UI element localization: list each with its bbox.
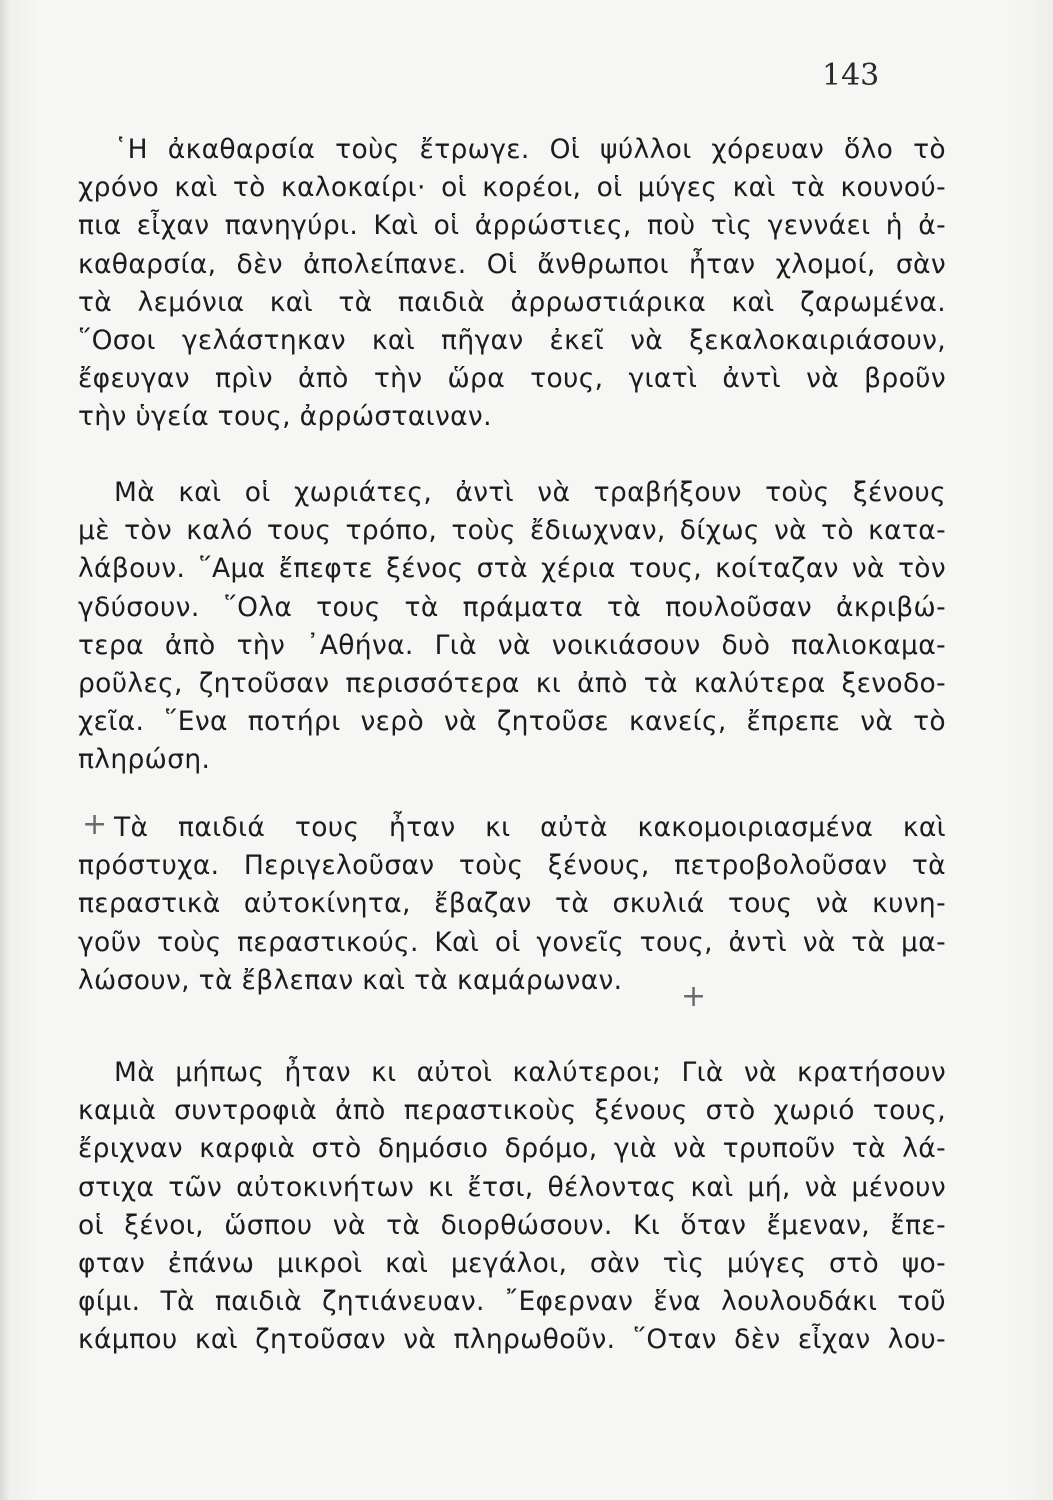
text-line: φταν ἐπάνω μικροὶ καὶ μεγάλοι, σὰν τὶς μύγες στὸ ψο- bbox=[78, 1248, 946, 1280]
text-line: πια εἶχαν πανηγύρι. Καὶ οἱ ἀρρώστιες, ποὺ τὶς γεννάει ἡ ἀ- bbox=[78, 210, 946, 242]
text-line: μὲ τὸν καλό τους τρόπο, τοὺς ἔδιωχναν, δίχως νὰ τὸ κατα- bbox=[78, 515, 946, 547]
text-line: στιχα τῶν αὐτοκινήτων κι ἔτσι, θέλοντας καὶ μή, νὰ μένουν bbox=[78, 1171, 946, 1203]
paragraph-4 bbox=[78, 1054, 946, 1360]
text-line: καμιὰ συντροφιὰ ἀπὸ περαστικοὺς ξένους στὸ χωριό τους, bbox=[78, 1095, 946, 1127]
text-line: τερα ἀπὸ τὴν ᾿Αθήνα. Γιὰ νὰ νοικιάσουν δυὸ παλιοκαμα- bbox=[78, 629, 946, 661]
text-line: ῞Οσοι γελάστηκαν καὶ πῆγαν ἐκεῖ νὰ ξεκαλοκαιριάσουν, bbox=[78, 325, 946, 357]
text-line: καθαρσία, δὲν ἀπολείπανε. Οἱ ἄνθρωποι ἦταν χλομοί, σὰν bbox=[78, 248, 946, 280]
text-line: γδύσουν. ῞Ολα τους τὰ πράματα τὰ πουλοῦσαν ἀκριβώ- bbox=[78, 591, 946, 623]
text-line: περαστικὰ αὐτοκίνητα, ἔβαζαν τὰ σκυλιά τους νὰ κυνη- bbox=[78, 888, 946, 920]
paragraph-2 bbox=[78, 474, 946, 780]
handwritten-cross-mark-end: + bbox=[681, 979, 707, 1014]
text-line: ροῦλες, ζητοῦσαν περισσότερα κι ἀπὸ τὰ καλύτερα ξενοδο- bbox=[78, 668, 946, 700]
text-line: γοῦν τοὺς περαστικούς. Καὶ οἱ γονεῖς τους, ἀντὶ νὰ τὰ μα- bbox=[78, 926, 946, 958]
text-line: κάμπου καὶ ζητοῦσαν νὰ πληρωθοῦν. ῞Οταν δὲν εἶχαν λου- bbox=[78, 1324, 946, 1356]
text-line: ῾Η ἀκαθαρσία τοὺς ἔτρωγε. Οἱ ψύλλοι χόρευαν ὅλο τὸ bbox=[114, 134, 946, 165]
text-line: πρόστυχα. Περιγελοῦσαν τοὺς ξένους, πετροβολοῦσαν τὰ bbox=[78, 850, 946, 882]
text-line: Τὰ παιδιά τους ἦταν κι αὐτὰ κακομοιριασμένα καὶ bbox=[114, 812, 946, 843]
text-line: ἔφευγαν πρὶν ἀπὸ τὴν ὥρα τους, γιατὶ ἀντὶ νὰ βροῦν bbox=[78, 363, 946, 395]
text-line: οἱ ξένοι, ὥσπου νὰ τὰ διορθώσουν. Κι ὅταν ἔμεναν, ἔπε- bbox=[78, 1209, 946, 1241]
text-line: ἔριχναν καρφιὰ στὸ δημόσιο δρόμο, γιὰ νὰ τρυποῦν τὰ λά- bbox=[78, 1133, 946, 1165]
paragraph-3 bbox=[78, 809, 946, 1000]
text-line: τὰ λεμόνια καὶ τὰ παιδιὰ ἀρρωστιάρικα καὶ ζαρωμένα. bbox=[78, 286, 946, 318]
handwritten-cross-mark-start: + bbox=[82, 807, 108, 842]
text-line: χεῖα. ῞Ενα ποτήρι νερὸ νὰ ζητοῦσε κανείς, ἔπρεπε νὰ τὸ bbox=[78, 706, 946, 738]
text-line: φίμι. Τὰ παιδιὰ ζητιάνευαν. ῎Εφερναν ἕνα λουλουδάκι τοῦ bbox=[78, 1286, 946, 1318]
text-line: πληρώση. bbox=[78, 744, 211, 776]
paragraph-1 bbox=[78, 131, 946, 437]
text-line: λάβουν. ῞Αμα ἔπεφτε ξένος στὰ χέρια τους, κοίταζαν νὰ τὸν bbox=[78, 553, 946, 585]
text-line: χρόνο καὶ τὸ καλοκαίρι· οἱ κορέοι, οἱ μύγες καὶ τὰ κουνού- bbox=[78, 172, 946, 204]
text-line: Μὰ καὶ οἱ χωριάτες, ἀντὶ νὰ τραβήξουν τοὺς ξένους bbox=[114, 477, 946, 508]
text-line: λώσουν, τὰ ἔβλεπαν καὶ τὰ καμάρωναν. bbox=[78, 964, 623, 996]
text-line: Μὰ μήπως ἦταν κι αὐτοὶ καλύτεροι; Γιὰ νὰ κρατήσουν bbox=[114, 1057, 946, 1088]
text-line: τὴν ὑγεία τους, ἀρρώσταιναν. bbox=[78, 401, 492, 433]
page-number: 143 bbox=[822, 58, 880, 93]
